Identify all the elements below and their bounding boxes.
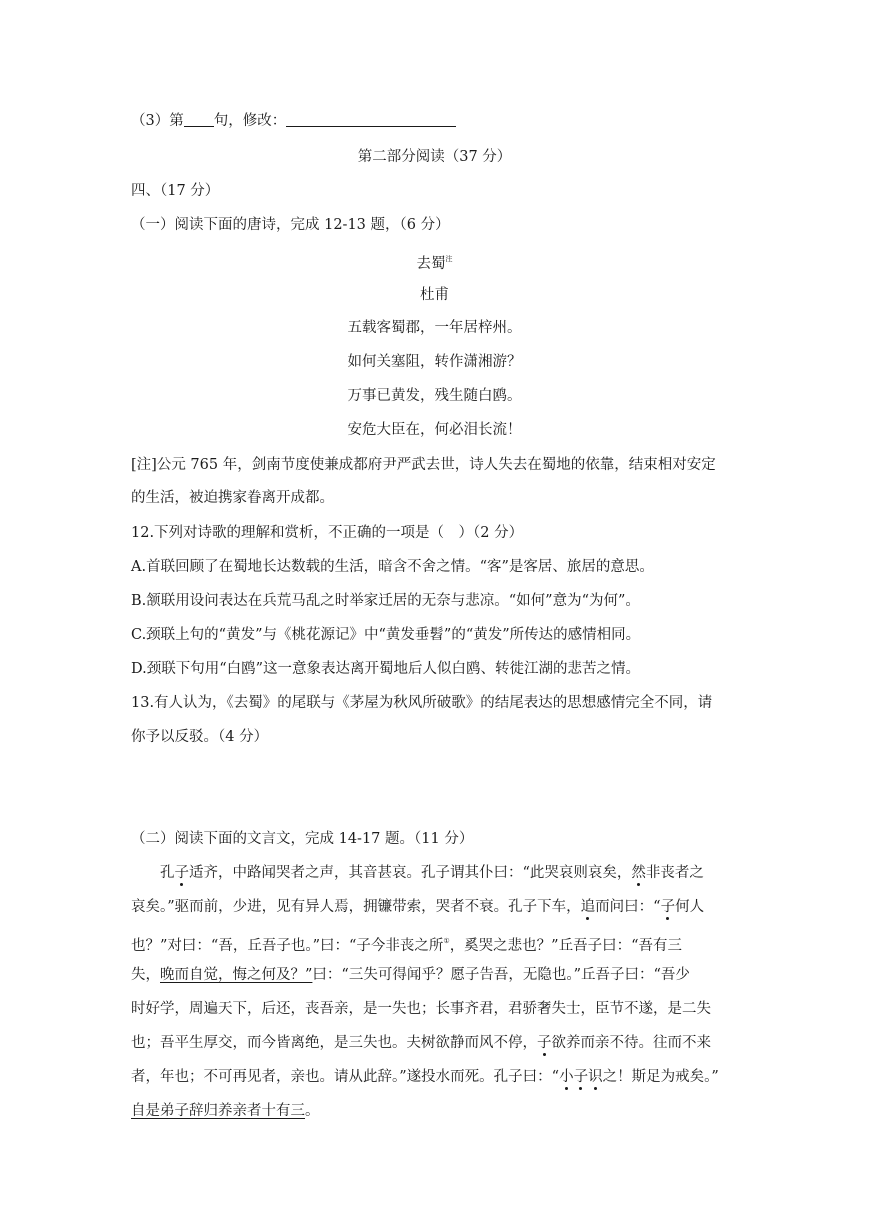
q12-option-b: B.颔联用设问表达在兵荒马乱之时举家迁居的无奈与悲凉。“如何”意为“为何”。: [131, 593, 640, 609]
poem-line-4: 安危大臣在，何必泪长流！: [347, 422, 522, 438]
passage-text: 。: [305, 1103, 320, 1119]
q13-line-1: 13.有人认为，《去蜀》的尾联与《茅屋为秋风所破歌》的结尾表达的思想感情完全不同，请: [131, 695, 713, 711]
underlined-sentence: 晚而自觉，悔之何及？”: [160, 967, 313, 983]
q12-option-c: C.颈联上句的“黄发”与《桃花源记》中“黄发垂髫”的“黄发”所传达的感情相同。: [131, 627, 641, 643]
q12-stem: 12.下列对诗歌的理解和赏析，不正确的一项是（ ）（2 分）: [131, 525, 524, 541]
q3-middle: 句，修改：: [213, 113, 287, 129]
passage-text: 也？”对曰：“吾，丘吾子也。”曰：“子今非丧之所: [131, 938, 444, 954]
passage-text: ，奚哭之悲也？”丘吾子曰：“吾有三: [449, 938, 683, 954]
note-line-1: [注]公元 765 年，剑南节度使兼成都府尹严武去世，诗人失去在蜀地的依靠，结束相对安定: [131, 457, 716, 473]
passage-text: 而问曰：“: [595, 899, 661, 915]
poem-author: 杜甫: [420, 287, 449, 303]
poem-intro: （一）阅读下面的唐诗，完成 12-13 题，（6 分）: [131, 217, 450, 233]
dotted-char: 小: [559, 1069, 574, 1085]
poem-line-1: 五载客蜀郡，一年居梓州。: [347, 320, 522, 336]
passage-text: 孔: [160, 865, 175, 881]
q12-option-d: D.颈联下句用“白鸥”这一意象表达离开蜀地后人似白鸥、转徙江湖的悲苦之情。: [131, 661, 641, 677]
q3-blank-revision[interactable]: [286, 111, 456, 127]
dotted-char: 子: [660, 899, 676, 915]
dotted-char: 子: [573, 1069, 589, 1085]
passage-line-8: [131, 1101, 320, 1121]
q3-prefix: （3）第: [131, 113, 184, 129]
note-line-2: 的生活，被迫携家眷离开成都。: [131, 490, 334, 506]
q13-line-2: 你予以反驳。（4 分）: [131, 729, 269, 745]
q12-option-a: A.首联回顾了在蜀地长达数载的生活，暗含不舍之情。“客”是客居、旅居的意思。: [131, 559, 654, 575]
passage-text: 也；吾平生厚交，而今皆离绝，是三失也。夫树欲静而风不停，: [131, 1035, 537, 1051]
passage-text: 适齐，中路闻哭者之声，其音甚哀。孔子谓其仆曰：“此哭哀则哀矣，: [189, 865, 632, 881]
poem-note-mark: 注: [445, 255, 453, 263]
passage-text: 哀矣。”驱而前，少进，见有异人焉，拥镰带索，哭者不衰。孔子下车，: [131, 899, 581, 915]
dotted-char: 子: [537, 1035, 552, 1051]
passage-text: 何人: [675, 899, 705, 915]
passage-line-6: [131, 1033, 711, 1053]
poem-line-2: 如何关塞阻，转作潇湘游？: [347, 354, 522, 370]
passage-text: 非丧者之: [645, 865, 704, 881]
dotted-char: 子: [174, 865, 189, 881]
passage-text: 失，: [131, 967, 160, 983]
passage-line-5: 时好学，周遍天下，后还，丧吾亲，是一失也；长事齐君，君骄奢失士，臣节不遂，是二失: [131, 1001, 711, 1017]
part2-title: 第二部分阅读（37 分）: [357, 149, 512, 165]
footnote-mark: ①: [443, 937, 450, 945]
poem-title-text: 去蜀: [416, 256, 446, 272]
q3-blank-number[interactable]: [184, 111, 214, 127]
passage-text: 曰：“三失可得闻乎？愿子告吾，无隐也。”丘吾子曰：“吾少: [312, 967, 690, 983]
passage-line-2: [131, 897, 704, 917]
dotted-char: 追: [580, 899, 596, 915]
poem-title: [0, 249, 869, 274]
dotted-char: 识: [588, 1069, 603, 1085]
passage-text: 者，年也；不可再见者，亲也。请从此辞。”遂投水而死。孔子曰：“: [131, 1069, 560, 1085]
section4-title: 四、（17 分）: [131, 183, 220, 199]
passage-line-4: [131, 965, 690, 985]
passage-text: 之！斯足为戒矣。”: [602, 1069, 719, 1085]
classical-intro: （二）阅读下面的文言文，完成 14-17 题。（11 分）: [131, 831, 474, 847]
q3-line: [131, 111, 456, 131]
passage-text: 欲养而亲不待。往而不来: [551, 1035, 711, 1051]
passage-line-3: [131, 931, 682, 956]
passage-line-1: [160, 863, 704, 883]
passage-line-7: [131, 1067, 719, 1087]
dotted-char: 然: [631, 865, 646, 881]
underlined-sentence: 自是弟子辞归养亲者十有三: [131, 1103, 305, 1119]
poem-line-3: 万事已黄发，残生随白鸥。: [347, 388, 522, 404]
